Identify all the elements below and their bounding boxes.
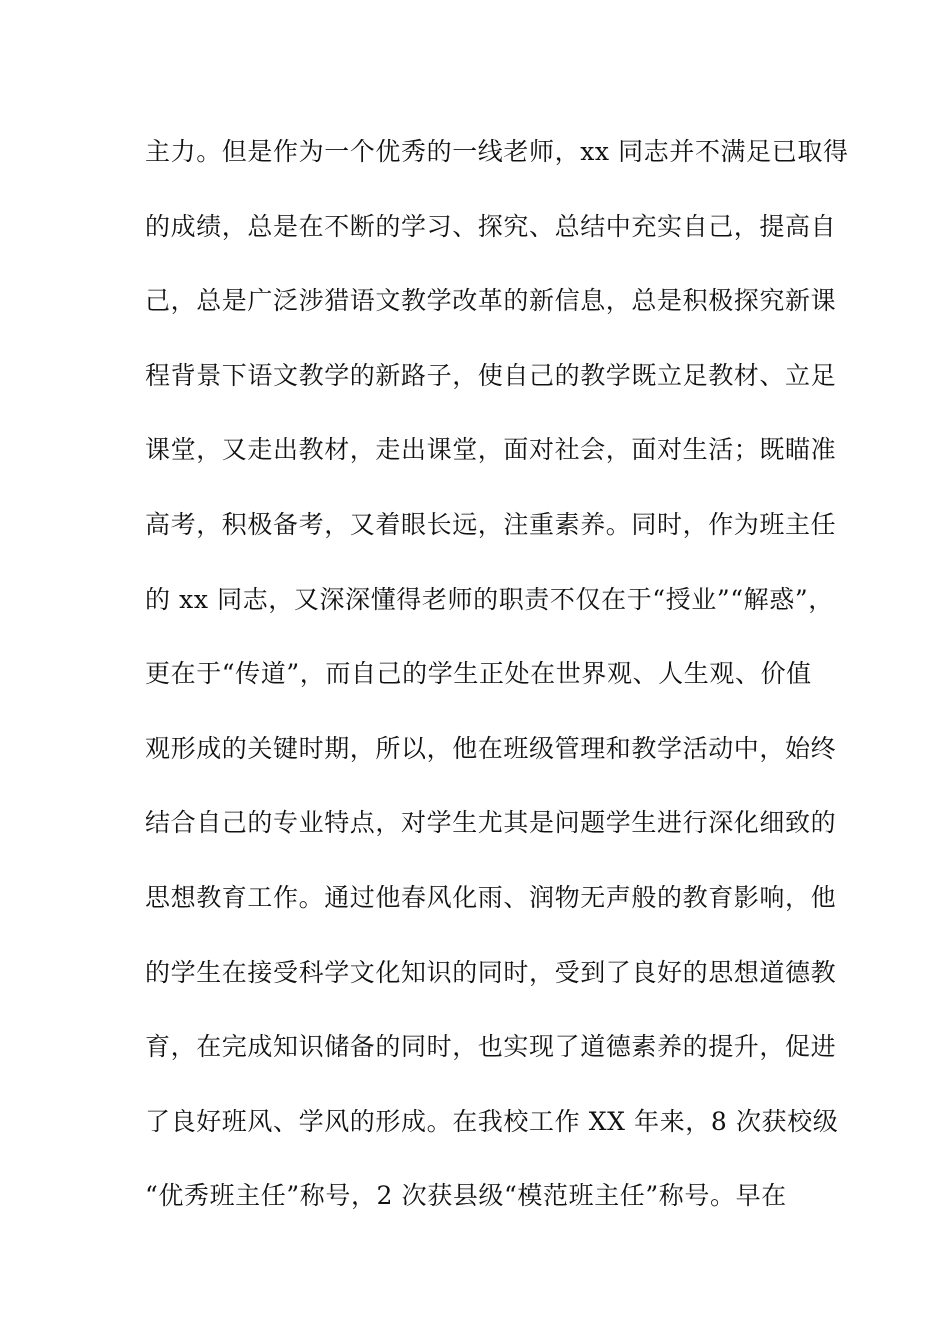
- text-line: 育，在完成知识储备的同时，也实现了道德素养的提升，促进: [145, 1032, 837, 1062]
- text-line: 高考，积极备考，又着眼长远，注重素养。同时，作为班主任: [145, 509, 837, 539]
- text-line: 己，总是广泛涉猎语文教学改革的新信息，总是积极探究新课: [145, 286, 837, 316]
- text-line: 的成绩，总是在不断的学习、探究、总结中充实自己，提高自: [145, 211, 837, 241]
- text-line: 思想教育工作。通过他春风化雨、润物无声般的教育影响，他: [145, 882, 837, 912]
- text-line: 了良好班风、学风的形成。在我校工作 XX 年来，8 次获校级: [145, 1106, 839, 1136]
- text-line: 程背景下语文教学的新路子，使自己的教学既立足教材、立足: [145, 360, 837, 390]
- text-line: 的学生在接受科学文化知识的同时，受到了良好的思想道德教: [145, 957, 837, 987]
- text-line: 课堂，又走出教材，走出课堂，面对社会，面对生活；既瞄准: [145, 435, 837, 465]
- text-line: 的 xx 同志，又深深懂得老师的职责不仅在于“授业”“解惑”，: [145, 584, 834, 614]
- body-paragraph: [145, 132, 849, 1251]
- text-line: 更在于“传道”，而自己的学生正处在世界观、人生观、价值: [145, 659, 812, 689]
- text-line: “优秀班主任”称号，2 次获县级“模范班主任”称号。早在: [145, 1181, 787, 1211]
- text-line: 结合自己的专业特点，对学生尤其是问题学生进行深化细致的: [145, 808, 837, 838]
- text-line: 主力。但是作为一个优秀的一线老师，xx 同志并不满足已取得: [145, 137, 849, 166]
- text-line: 观形成的关键时期，所以，他在班级管理和教学活动中，始终: [145, 733, 837, 763]
